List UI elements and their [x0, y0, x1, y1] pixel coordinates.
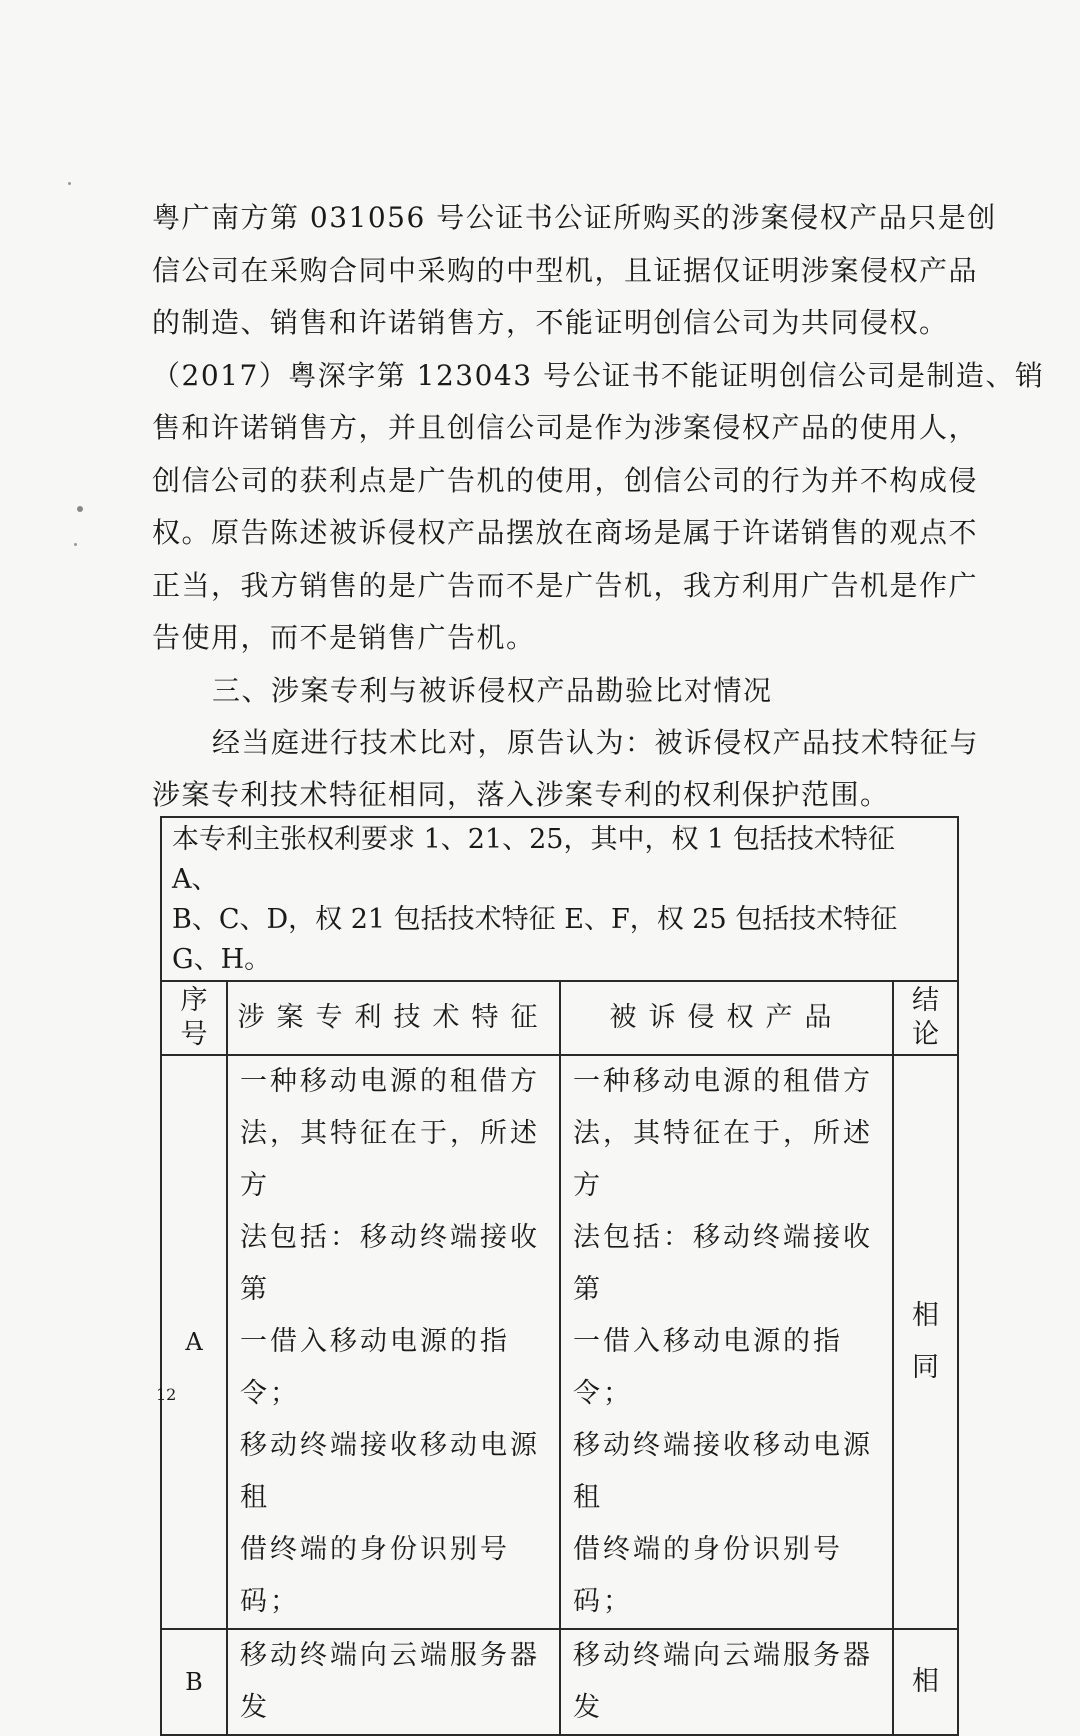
conclusion-char: 相 [912, 1300, 940, 1331]
paragraph-line: 的制造、销售和许诺销售方，不能证明创信公司为共同侵权。 [152, 306, 949, 339]
paragraph-line: 正当，我方销售的是广告而不是广告机，我方利用广告机是作广 [152, 569, 979, 602]
scan-speck [77, 506, 83, 512]
paragraph-line: 告使用，而不是销售广告机。 [152, 621, 536, 654]
row-product-feature [560, 1629, 893, 1735]
conclusion-char: 同 [912, 1352, 940, 1383]
cell-line: 移动终端向云端服务器发 [240, 1640, 540, 1723]
header-conclusion [893, 981, 958, 1055]
cell-line: 移动终端向云端服务器发 [573, 1640, 873, 1723]
section-heading: 三、涉案专利与被诉侵权产品勘验比对情况 [212, 674, 773, 707]
table-intro-line: 本专利主张权利要求 1、21、25，其中，权 1 包括技术特征 A、 [172, 824, 895, 895]
paragraph-line: 权。原告陈述被诉侵权产品摆放在商场是属于许诺销售的观点不 [152, 516, 979, 549]
row-conclusion [893, 1055, 958, 1629]
header-conclusion-char: 论 [912, 1019, 940, 1050]
header-patent: 涉案专利技术特征 [227, 981, 560, 1055]
header-conclusion-char: 结 [912, 985, 940, 1016]
scan-speck [68, 182, 71, 185]
page-number: 12 [156, 1385, 177, 1404]
cell-line: 一借入移动电源的指令； [573, 1326, 843, 1409]
header-seq-char: 号 [180, 1019, 208, 1050]
table-intro-row [161, 817, 958, 981]
paragraph-line: 创信公司的获利点是广告机的使用，创信公司的行为并不构成侵 [152, 464, 979, 497]
header-product: 被诉侵权产品 [560, 981, 893, 1055]
comparison-table [160, 816, 959, 1736]
cell-line: 一种移动电源的租借方 [240, 1066, 540, 1097]
row-seq: A [161, 1055, 227, 1629]
cell-line: 借终端的身份识别号码； [240, 1534, 510, 1617]
table-intro [161, 817, 958, 981]
paragraph-line: 信公司在采购合同中采购的中型机，且证据仅证明涉案侵权产品 [152, 254, 979, 287]
comparison-line: 涉案专利技术特征相同，落入涉案专利的权利保护范围。 [152, 778, 890, 811]
cell-line: 法包括：移动终端接收第 [240, 1222, 540, 1305]
table-header-row [161, 981, 958, 1055]
cell-line: 一种移动电源的租借方 [573, 1066, 873, 1097]
comparison-line: 经当庭进行技术比对，原告认为：被诉侵权产品技术特征与 [212, 726, 980, 759]
row-patent-feature [227, 1629, 560, 1735]
table-row [161, 1629, 958, 1735]
cell-line: 法，其特征在于，所述方 [240, 1118, 540, 1201]
conclusion-char: 相 [912, 1666, 940, 1697]
table-row [161, 1055, 958, 1629]
row-patent-feature [227, 1055, 560, 1629]
cell-line: 一借入移动电源的指令； [240, 1326, 510, 1409]
cell-line: 借终端的身份识别号码； [573, 1534, 843, 1617]
paragraph-line: （2017）粤深字第 123043 号公证书不能证明创信公司是制造、销 [152, 359, 1045, 392]
row-seq: B [161, 1629, 227, 1735]
header-seq [161, 981, 227, 1055]
cell-line: 移动终端接收移动电源租 [573, 1430, 873, 1513]
table-intro-line: B、C、D，权 21 包括技术特征 E、F，权 25 包括技术特征 G、H。 [172, 904, 898, 975]
scan-speck [74, 543, 77, 546]
cell-line: 移动终端接收移动电源租 [240, 1430, 540, 1513]
cell-line: 法，其特征在于，所述方 [573, 1118, 873, 1201]
paragraph-line: 粤广南方第 031056 号公证书公证所购买的涉案侵权产品只是创 [152, 201, 997, 234]
paragraph-line: 售和许诺销售方，并且创信公司是作为涉案侵权产品的使用人， [152, 411, 979, 444]
row-conclusion [893, 1629, 958, 1735]
header-seq-char: 序 [180, 985, 208, 1016]
row-product-feature [560, 1055, 893, 1629]
cell-line: 法包括：移动终端接收第 [573, 1222, 873, 1305]
